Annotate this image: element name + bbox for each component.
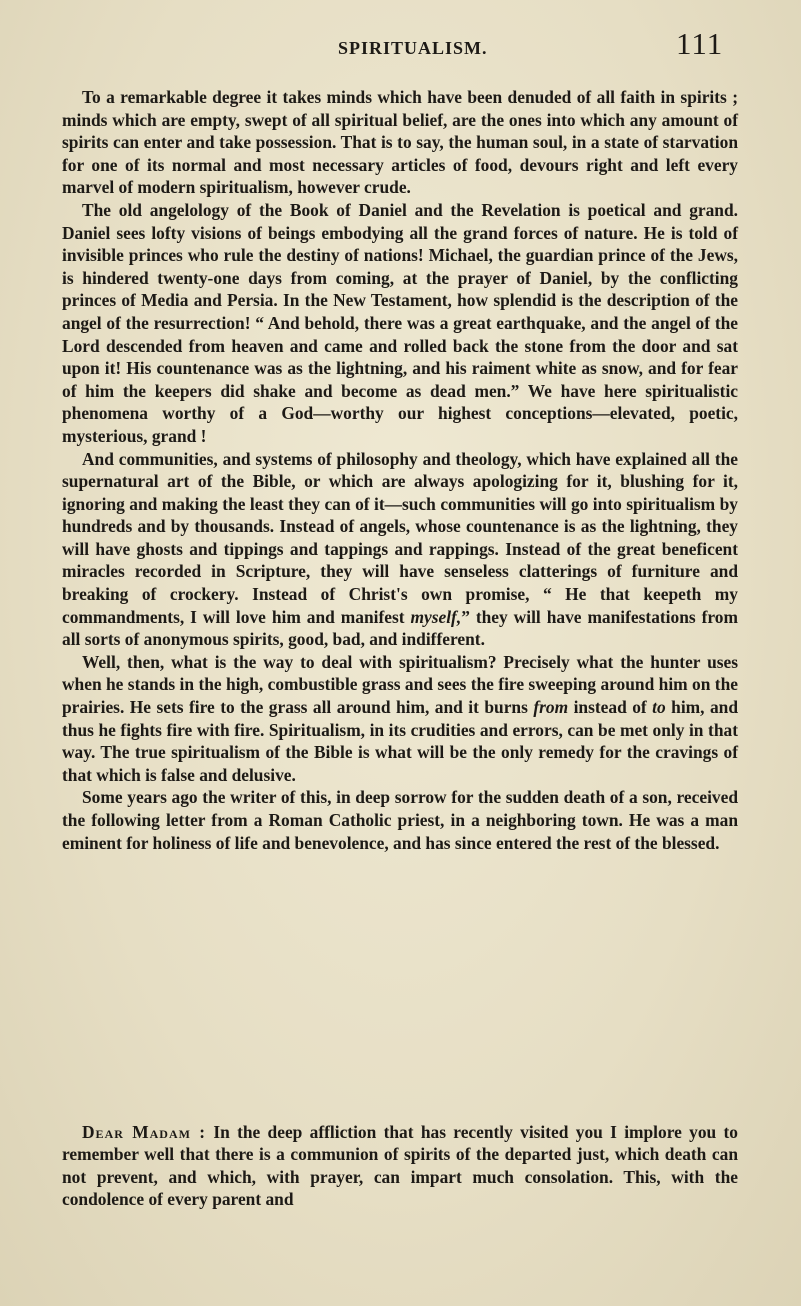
letter-excerpt	[62, 1121, 738, 1210]
paragraph-3-text-a: And communities, and systems of philosophy and theology, which have explained all the supernatural art of the Bible, or which are always apologizing for it, blushing for it, ignoring and making the least they can of it—such communities will go into spiritualism by hundreds and by thousands. Instead of angels, whose countenance is as the lightning, they will have ghosts and tippings and tappings and rappings. Instead of the great beneficent miracles recorded in Scripture, they will have senseless clatterings of furniture and breaking of crockery. Instead of Christ's own promise, “ He that keepeth my commandments, I will love him and manifest	[62, 448, 738, 627]
paragraph-4-text-a: Well, then, what is the way to deal with spiritualism? Precisely what the hunter uses when he stands in the high, combustible grass and sees the fire sweeping around him on the prairies. He sets fire to the grass all around him, and it burns	[62, 651, 738, 718]
paragraph-1: To a remarkable degree it takes minds which have been denuded of all faith in spirits ; minds which are empty, swept of all spiritual belief, are the ones into which any amount of spirits can enter and take possession. That is to say, the human soul, in a state of starvation for one of its normal and most necessary articles of food, devours right and left every marvel of modern spiritualism, however crude.	[62, 87, 738, 198]
paragraph-3-text-b: ” they will have manifestations from all sorts of anonymous spirits, good, bad, and indifferent.	[62, 606, 738, 650]
paragraph-4-italic-to: to	[652, 697, 666, 718]
body-text	[62, 86, 738, 854]
paragraph-4-italic-from: from	[533, 697, 569, 718]
letter-body: In the deep affliction that has recently visited you I implore you to remember well that there is a communion of spirits of the departed just, which death can not prevent, and which, with prayer, can impart much consolation. This, with the condolence of every parent and	[62, 1122, 738, 1209]
paragraph-4-text-b: instead of	[568, 697, 653, 718]
page-number: 111	[676, 26, 724, 61]
paragraph-4	[62, 651, 738, 787]
paragraph-4-text-c: him, and thus he fights fire with fire. Spiritualism, in its crudities and errors, can be met only in that way. The true spiritualism of the Bible is what will be the only remedy for the cravings of that which is false and delusive.	[62, 697, 739, 785]
paragraph-5: Some years ago the writer of this, in deep sorrow for the sudden death of a son, received the following letter from a Roman Catholic priest, in a neighboring town. He was a man eminent for holiness of life and benevolence, and has since entered the rest of the blessed.	[62, 787, 738, 853]
paragraph-3	[62, 448, 738, 651]
paragraph-2: The old angelology of the Book of Daniel and the Revelation is poetical and grand. Daniel sees lofty visions of beings embodying all the grand forces of nature. He is told of invisible princes who rule the destiny of nations! Michael, the guardian prince of the Jews, is hindered twenty-one days from coming, at the prayer of Daniel, by the conflicting princes of Media and Persia. In the New Testament, how splendid is the description of the angel of the resurrection! “ And behold, there was a great earthquake, and the angel of the Lord descended from heaven and came and rolled back the stone from the door and sat upon it! His countenance was as the lightning, and his raiment white as snow, and for fear of him the keepers did shake and become as dead men.” We have here spiritualistic phenomena worthy of a God—worthy our highest conceptions—elevated, poetic, mysterious, grand !	[62, 199, 738, 446]
letter-salutation: Dear Madam :	[82, 1122, 207, 1142]
paragraph-3-italic: myself,	[410, 606, 462, 627]
running-title: SPIRITUALISM.	[338, 38, 488, 58]
